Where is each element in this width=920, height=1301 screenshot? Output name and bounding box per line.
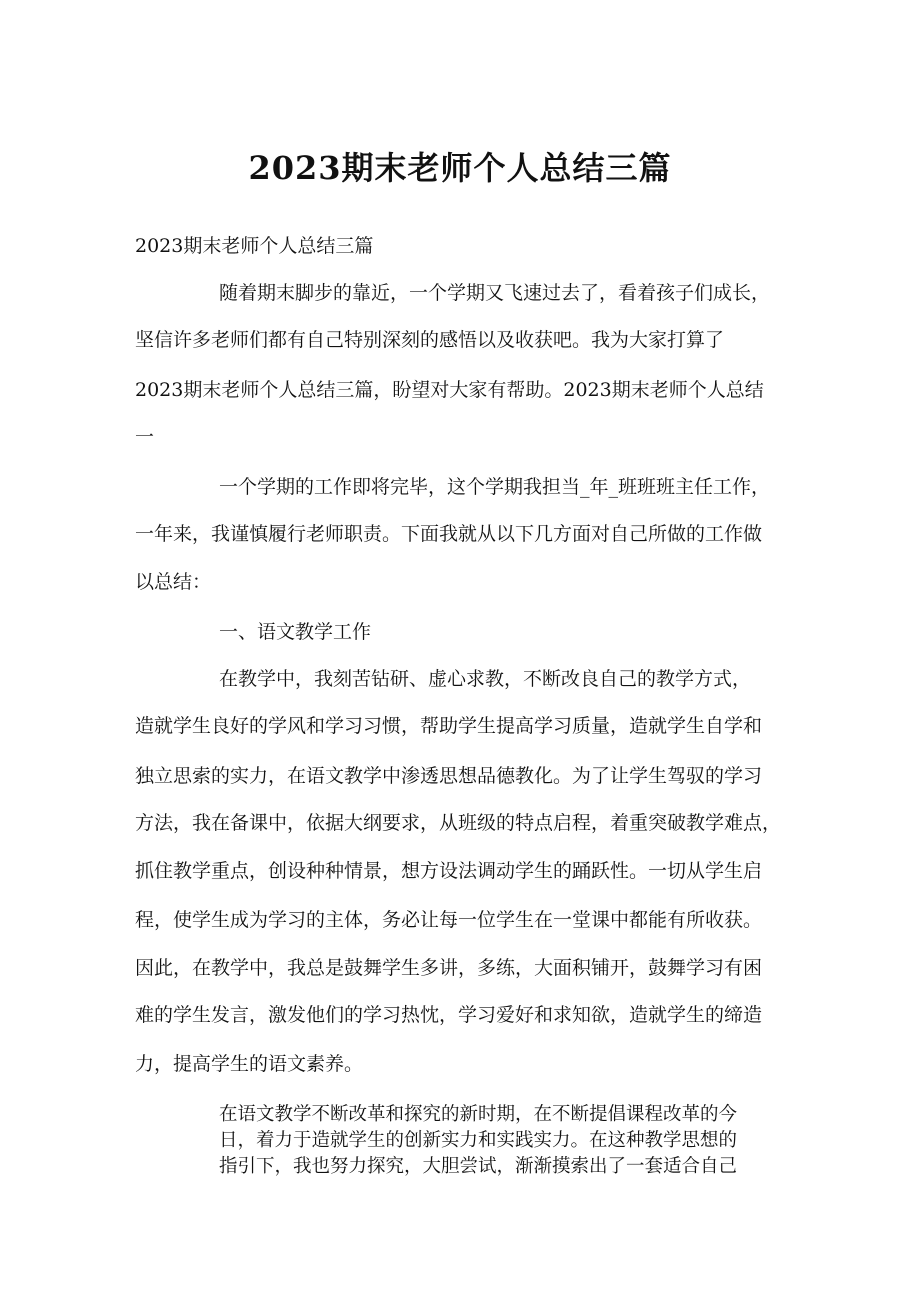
paragraph-line: 2023期末老师个人总结三篇，盼望对大家有帮助。2023期末老师个人总结 (135, 379, 764, 401)
paragraph-line: 一 (135, 426, 155, 448)
section-heading: 一、语文教学工作 (219, 621, 372, 643)
paragraph-line: 指引下，我也努力探究，大胆尝试，渐渐摸索出了一套适合自己 (219, 1156, 738, 1177)
paragraph-line: 一年来，我谨慎履行老师职责。下面我就从以下几方面对自己所做的工作做 (135, 523, 763, 545)
paragraph-line: 因此，在教学中，我总是鼓舞学生多讲，多练，大面积铺开，鼓舞学习有困 (135, 957, 763, 979)
paragraph-line: 坚信许多老师们都有自己特别深刻的感悟以及收获吧。我为大家打算了 (135, 329, 725, 351)
paragraph-line: 在教学中，我刻苦钻研、虚心求教，不断改良自己的教学方式， (219, 668, 752, 690)
paragraph-line: 程，使学生成为学习的主体，务必让每一位学生在一堂课中都能有所收获。 (135, 909, 763, 931)
document-title: 2023期末老师个人总结三篇 (248, 149, 672, 187)
paragraph-line: 力，提高学生的语文素养。 (135, 1053, 364, 1075)
paragraph-line: 随着期末脚步的靠近，一个学期又飞速过去了，看着孩子们成长， (219, 282, 771, 304)
paragraph-line: 一个学期的工作即将完毕，这个学期我担当_年_班班班主任工作， (219, 476, 771, 498)
paragraph-line: 难的学生发言，激发他们的学习热忱，学习爱好和求知欲，造就学生的缔造 (135, 1004, 763, 1026)
paragraph-line: 造就学生良好的学风和学习习惯，帮助学生提高学习质量，造就学生自学和 (135, 715, 763, 737)
paragraph-line: 独立思索的实力，在语文教学中渗透思想品德教化。为了让学生驾驭的学习 (135, 765, 763, 787)
paragraph-line: 抓住教学重点，创设种种情景，想方设法调动学生的踊跃性。一切从学生启 (135, 860, 763, 882)
paragraph-line: 日，着力于造就学生的创新实力和实践实力。在这种教学思想的 (219, 1130, 738, 1151)
paragraph-line: 以总结： (135, 571, 212, 593)
document-subtitle: 2023期末老师个人总结三篇 (135, 235, 374, 257)
paragraph-line: 在语文教学不断改革和探究的新时期，在不断提倡课程改革的今 (219, 1104, 738, 1125)
paragraph-line: 方法，我在备课中，依据大纲要求，从班级的特点启程，着重突破教学难点， (135, 812, 782, 834)
